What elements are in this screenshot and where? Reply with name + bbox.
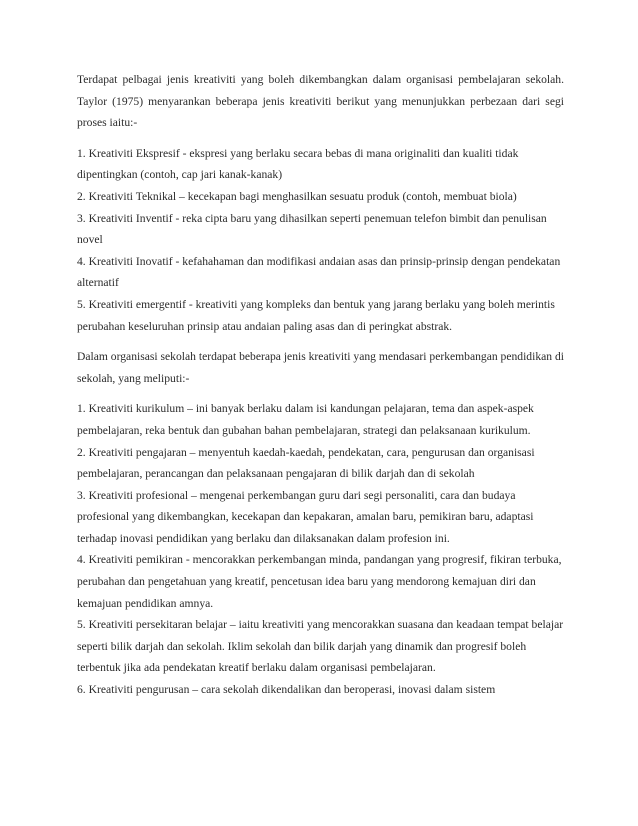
- list-item: 5. Kreativiti emergentif - kreativiti yang kompleks dan bentuk yang jarang berlaku yang boleh merintis perubahan keseluruhan prinsip atau andaian paling asas dan di peringkat abstrak.: [77, 297, 555, 333]
- intro-paragraph: Terdapat pelbagai jenis kreativiti yang boleh dikembangkan dalam organisasi pembelajaran sekolah. Taylor (1975) menyarankan beberapa jenis kreativiti berikut yang menunjukkan perbezaan dari segi proses iaitu:-: [77, 73, 564, 130]
- taylor-creativity-list: [77, 143, 564, 337]
- list-item: 3. Kreativiti profesional – mengenai perkembangan guru dari segi personaliti, cara dan budaya profesional yang dikembangkan, kecekapan dan kepakaran, amalan baru, pemikiran baru, adaptasi terhadap inovasi pendidikan yang berlaku dan dilaksanakan dalam profesion ini.: [77, 488, 534, 545]
- list-item: 6. Kreativiti pengurusan – cara sekolah dikendalikan dan beroperasi, inovasi dalam sistem: [77, 683, 496, 697]
- list-item: 2. Kreativiti pengajaran – menyentuh kaedah-kaedah, pendekatan, cara, pengurusan dan organisasi pembelajaran, perancangan dan pelaksanaan pengajaran di bilik darjah dan di sekolah: [77, 445, 535, 481]
- list-item: 5. Kreativiti persekitaran belajar – iaitu kreativiti yang mencorakkan suasana dan keadaan tempat belajar seperti bilik darjah dan sekolah. Iklim sekolah dan bilik darjah yang dinamik dan progresif boleh terbentuk jika ada pendekatan kreatif berlaku dalam organisasi pembelajaran.: [77, 618, 564, 675]
- school-creativity-list: [77, 398, 564, 700]
- list-item: 4. Kreativiti pemikiran - mencorakkan perkembangan minda, pandangan yang progresif, fikiran terbuka, perubahan dan pengetahuan yang kreatif, pencetusan idea baru yang mendorong kemajuan diri dan kemajuan pendidikan amnya.: [77, 553, 562, 610]
- list-item: 1. Kreativiti Ekspresif - ekspresi yang berlaku secara bebas di mana originaliti dan kualiti tidak dipentingkan (contoh, cap jari kanak-kanak): [77, 146, 519, 182]
- school-creativity-paragraph: Dalam organisasi sekolah terdapat beberapa jenis kreativiti yang mendasari perkembangan pendidikan di sekolah, yang meliputi:-: [77, 350, 564, 385]
- list-item: 1. Kreativiti kurikulum – ini banyak berlaku dalam isi kandungan pelajaran, tema dan aspek-aspek pembelajaran, reka bentuk dan gubahan bahan pembelajaran, strategi dan pelaksanaan kurikulum.: [77, 402, 534, 437]
- document-body: [77, 69, 564, 710]
- list-item: 4. Kreativiti Inovatif - kefahahaman dan modifikasi andaian asas dan prinsip-prinsip dengan pendekatan alternatif: [77, 254, 561, 290]
- list-item: 2. Kreativiti Teknikal – kecekapan bagi menghasilkan sesuatu produk (contoh, membuat biola): [77, 189, 517, 203]
- list-item: 3. Kreativiti Inventif - reka cipta baru yang dihasilkan seperti penemuan telefon bimbit dan penulisan novel: [77, 211, 547, 247]
